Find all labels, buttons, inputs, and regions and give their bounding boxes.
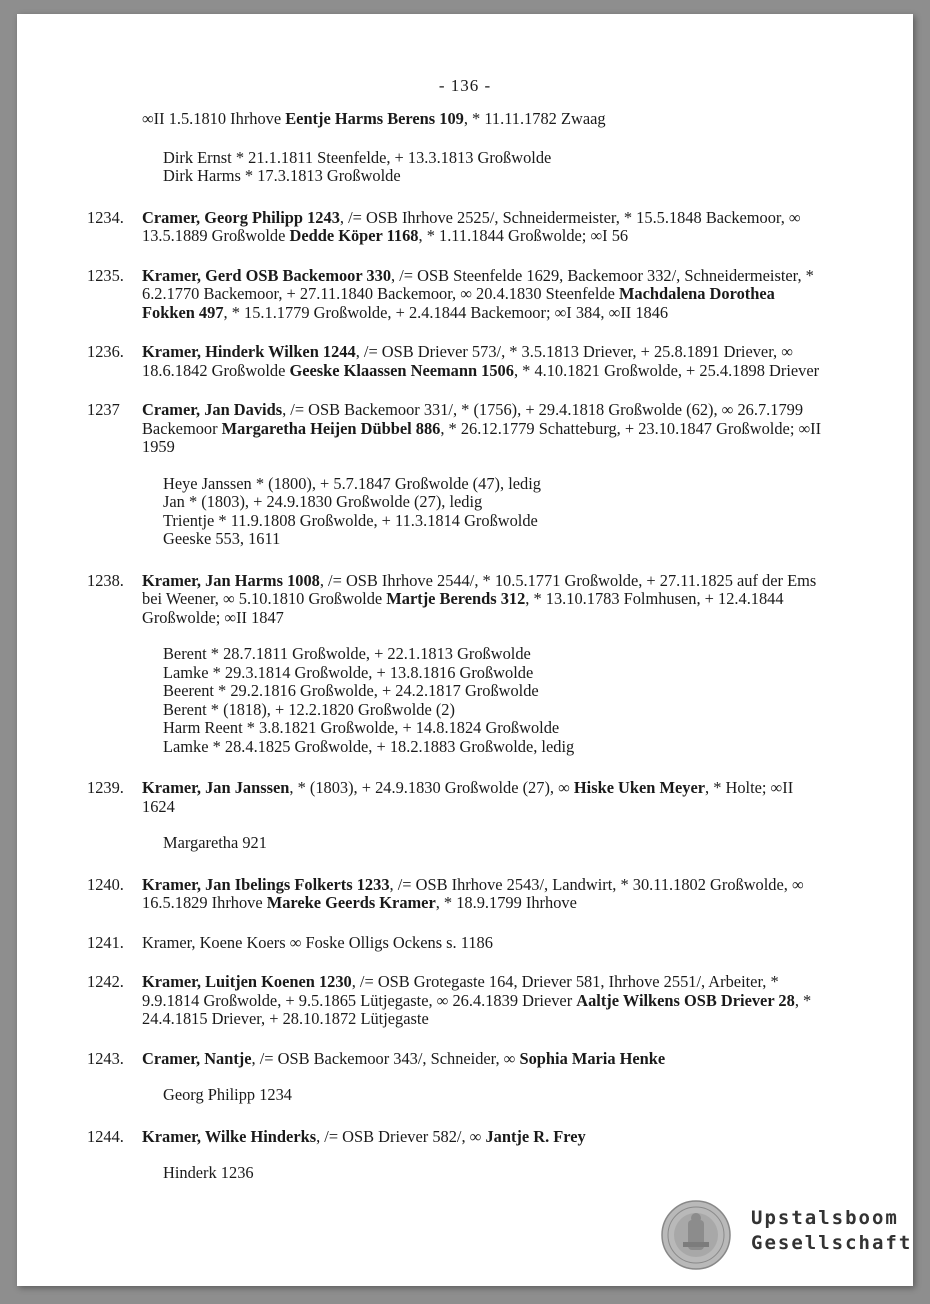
logo-line-2: Gesellschaft <box>751 1232 913 1254</box>
entry-number: 1238. <box>87 570 124 590</box>
entry-name-bold: Cramer, Jan Davids <box>142 400 283 419</box>
child-line: Jan * (1803), + 24.9.1830 Großwolde (27), ledig <box>163 492 483 511</box>
children-list <box>17 834 913 853</box>
entry-text: , /= OSB Grotegaste 164, Driever 581, Ihrhove 2551/, Arbeiter, * 9.9.1814 Großwolde, + 9.5.1865 Lütjegaste, ∞ 26.4.1839 Driever <box>142 972 779 1010</box>
entry-name-bold: Aaltje Wilkens OSB Driever 28 <box>576 990 795 1010</box>
genealogy-entry <box>17 572 822 628</box>
entry-text: , * 4.10.1821 Großwolde, + 25.4.1898 Driever <box>513 360 820 380</box>
entry-name-bold: Mareke Geerds Kramer <box>266 893 436 912</box>
entry-name-bold: Margaretha Heijen Dübbel 886 <box>221 418 441 438</box>
child-line: Berent * (1818), + 12.2.1820 Großwolde (2) <box>163 699 455 719</box>
entry-text: , /= OSB Driever 582/, ∞ <box>316 1126 486 1146</box>
logo-text <box>751 1206 912 1256</box>
logo-line-1: Upstalsboom <box>751 1207 899 1229</box>
genealogy-entry <box>17 1050 822 1069</box>
upstalsboom-logo <box>661 1200 913 1276</box>
child-line: Heye Janssen * (1800), + 5.7.1847 Großwolde (47), ledig <box>163 473 541 493</box>
child-line: Dirk Harms * 17.3.1813 Großwolde <box>163 166 401 185</box>
child-line: Lamke * 29.3.1814 Großwolde, + 13.8.1816 Großwolde <box>163 662 534 682</box>
entry-number: 1240. <box>87 874 124 894</box>
child-line: Hinderk 1236 <box>163 1163 254 1182</box>
children-list <box>17 645 913 756</box>
entry-name-bold: Hiske Uken Meyer <box>573 778 705 797</box>
entry-text: Kramer, Koene Koers ∞ Foske Olligs Ockens s. 1186 <box>142 932 493 952</box>
entry-text: , * 13.10.1783 Folmhusen, + 12.4.1844 Großwolde; ∞II 1847 <box>142 589 784 627</box>
entry-number: 1241. <box>87 932 124 952</box>
entry-text: , * 15.1.1779 Großwolde, + 2.4.1844 Backemoor; ∞I 384, ∞II 1846 <box>223 302 669 322</box>
entry-text: , * 1.11.1844 Großwolde; ∞I 56 <box>418 226 629 245</box>
document-body <box>17 110 913 1206</box>
seal-emblem-icon <box>661 1200 731 1270</box>
page-number: - 136 - <box>438 76 492 95</box>
entry-name-bold: Martje Berends 312 <box>386 589 526 608</box>
top-marriage-rest: , * 11.11.1782 Zwaag <box>463 109 606 128</box>
entry-name-bold: Dedde Köper 1168 <box>289 226 419 245</box>
entry-text: , /= OSB Ihrhove 2544/, * 10.5.1771 Großwolde, + 27.11.1825 auf der Ems bei Weener, ∞ 5.10.1810 Großwolde <box>142 570 817 608</box>
entry-text: , /= OSB Ihrhove 2525/, Schneidermeister, * 15.5.1848 Backemoor, ∞ 13.5.1889 Großwolde <box>142 207 801 245</box>
entry-list <box>17 209 913 1183</box>
entry-text: , /= OSB Backemoor 331/, * (1756), + 29.4.1818 Großwolde (62), ∞ 26.7.1799 Backemoor <box>142 400 804 438</box>
child-line: Trientje * 11.9.1808 Großwolde, + 11.3.1814 Großwolde <box>163 510 538 530</box>
entry-text: , * 26.12.1779 Schatteburg, + 23.10.1847 Großwolde; ∞II 1959 <box>142 418 822 456</box>
entry-text: , * 24.4.1815 Driever, + 28.10.1872 Lütjegaste <box>142 990 812 1028</box>
genealogy-entry <box>17 267 822 323</box>
entry-name-bold: Kramer, Luitjen Koenen 1230 <box>142 972 352 991</box>
children-list <box>17 1164 913 1183</box>
entry-text: , * 18.9.1799 Ihrhove <box>435 893 577 912</box>
entry-text: , * (1803), + 24.9.1830 Großwolde (27), ∞ <box>289 778 574 797</box>
entry-name-bold: Kramer, Wilke Hinderks <box>142 1126 317 1146</box>
child-line: Georg Philipp 1234 <box>163 1085 293 1104</box>
entry-name-bold: Kramer, Jan Ibelings Folkerts 1233 <box>142 874 390 894</box>
entry-name-bold: Geeske Klaassen Neemann 1506 <box>289 360 514 380</box>
child-line: Harm Reent * 3.8.1821 Großwolde, + 14.8.1824 Großwolde <box>163 718 560 737</box>
child-line: Dirk Ernst * 21.1.1811 Steenfelde, + 13.3.1813 Großwolde <box>163 147 552 167</box>
child-line: Berent * 28.7.1811 Großwolde, + 22.1.1813 Großwolde <box>163 644 531 663</box>
child-line: Margaretha 921 <box>163 833 267 852</box>
top-marriage-spouse: Eentje Harms Berens 109 <box>285 109 464 128</box>
top-marriage-prefix: ∞II 1.5.1810 Ihrhove <box>142 109 286 128</box>
genealogy-entry <box>17 343 822 380</box>
entry-name-bold: Kramer, Jan Janssen <box>142 778 290 797</box>
children-list <box>17 475 913 549</box>
entry-number: 1236. <box>87 342 124 361</box>
entry-name-bold: Machdalena Dorothea Fokken 497 <box>142 284 775 322</box>
child-line: Geeske 553, 1611 <box>163 529 281 548</box>
entry-name-bold: Jantje R. Frey <box>485 1126 586 1146</box>
entry-name-bold: Sophia Maria Henke <box>519 1048 666 1068</box>
entry-number: 1239. <box>87 778 124 797</box>
genealogy-entry <box>17 876 822 913</box>
entry-text: , /= OSB Steenfelde 1629, Backemoor 332/, Schneidermeister, * 6.2.1770 Backemoor, + 27.11.1840 Backemoor, ∞ 20.4.1830 Steenfelde <box>142 265 814 303</box>
entry-name-bold: Kramer, Hinderk Wilken 1244 <box>142 342 356 361</box>
top-children <box>17 149 913 186</box>
entry-text: , /= OSB Ihrhove 2543/, Landwirt, * 30.11.1802 Großwolde, ∞ 16.5.1829 Ihrhove <box>142 874 804 912</box>
genealogy-entry <box>17 401 822 457</box>
top-marriage-line <box>17 110 913 129</box>
child-line: Beerent * 29.2.1816 Großwolde, + 24.2.1817 Großwolde <box>163 681 539 700</box>
entry-number: 1242. <box>87 972 124 991</box>
entry-text: , /= OSB Driever 573/, * 3.5.1813 Driever, + 25.8.1891 Driever, ∞ 18.6.1842 Großwolde <box>142 342 793 380</box>
children-list <box>17 1086 913 1105</box>
child-line: Lamke * 28.4.1825 Großwolde, + 18.2.1883 Großwolde, ledig <box>163 736 575 756</box>
entry-number: 1234. <box>87 207 124 227</box>
entry-number: 1235. <box>87 265 124 285</box>
genealogy-entry <box>17 1128 822 1147</box>
entry-name-bold: Cramer, Nantje <box>142 1048 252 1068</box>
genealogy-entry <box>17 209 822 246</box>
genealogy-entry <box>17 934 822 953</box>
entry-text: , /= OSB Backemoor 343/, Schneider, ∞ <box>251 1048 520 1068</box>
genealogy-entry <box>17 779 822 816</box>
entry-name-bold: Kramer, Jan Harms 1008 <box>142 570 320 590</box>
entry-number: 1237 <box>87 400 120 419</box>
entry-number: 1244. <box>87 1126 124 1146</box>
entry-number: 1243. <box>87 1048 124 1068</box>
entry-name-bold: Cramer, Georg Philipp 1243 <box>142 207 340 227</box>
entry-text: , * Holte; ∞II 1624 <box>142 778 794 816</box>
document-page <box>17 14 913 1286</box>
genealogy-entry <box>17 973 822 1029</box>
entry-name-bold: Kramer, Gerd OSB Backemoor 330 <box>142 265 392 285</box>
